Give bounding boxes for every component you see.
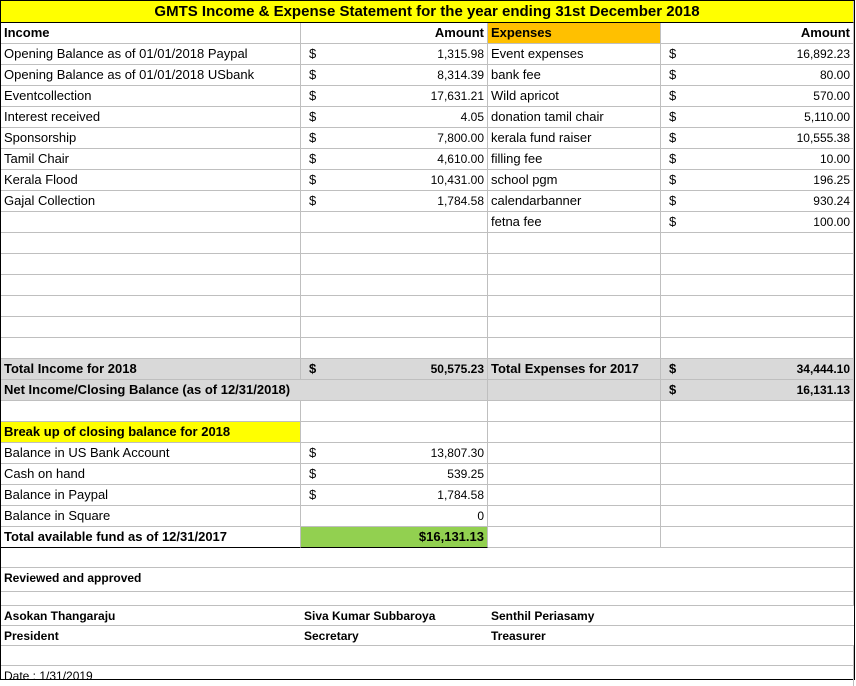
income-amount-cell [301,212,488,233]
income-amount: 4.05 [460,110,484,124]
blank-cell [661,527,854,548]
expense-amount-cell [661,233,854,254]
currency-sign: $ [669,109,677,124]
total-income-amount-value: 50,575.23 [430,362,484,376]
expense-label-cell: Wild apricot [488,86,661,107]
income-label-cell [1,212,301,233]
expense-amount: 196.25 [813,173,850,187]
currency-sign: $ [309,193,317,208]
currency-sign: $ [309,487,317,502]
expense-amount-cell [661,317,854,338]
expense-label-cell [488,254,661,275]
total-income-label: Total Income for 2018 [1,359,301,380]
expense-amount-cell [661,338,854,359]
income-label-cell: Opening Balance as of 01/01/2018 USbank [1,65,301,86]
income-amount: 8,314.39 [437,68,484,82]
expense-label-cell: calendarbanner [488,191,661,212]
currency-sign: $ [309,445,317,460]
blank-cell [661,443,854,464]
currency-sign: $ [669,67,677,82]
expense-amount-cell [661,149,854,170]
income-label-cell: Sponsorship [1,128,301,149]
expense-amount: 16,892.23 [796,47,850,61]
breakup-label: Balance in Square [1,506,301,527]
blank-cell [661,401,854,422]
currency-sign: $ [309,466,317,481]
total-income-amount [301,359,488,380]
blank-cell [488,506,661,527]
expense-label-cell: filling fee [488,149,661,170]
expense-amount-cell [661,65,854,86]
currency-sign: $ [309,46,317,61]
net-income-label: Net Income/Closing Balance (as of 12/31/2018) [1,380,488,401]
income-amount-cell [301,149,488,170]
income-amount: 1,784.58 [437,194,484,208]
amount2-header: Amount [661,23,854,44]
total-expenses-label: Total Expenses for 2017 [488,359,661,380]
income-amount-cell [301,65,488,86]
expense-amount-cell [661,107,854,128]
breakup-label: Balance in US Bank Account [1,443,301,464]
currency-sign: $ [309,109,317,124]
income-label-cell [1,233,301,254]
currency-sign: $ [309,172,317,187]
income-label-cell [1,317,301,338]
currency-sign: $ [669,382,677,397]
total-expenses-amount-value: 34,444.10 [796,362,850,376]
income-label-cell: Gajal Collection [1,191,301,212]
expense-amount-cell [661,191,854,212]
net-income-amount-value: 16,131.13 [796,383,850,397]
breakup-heading: Break up of closing balance for 2018 [1,422,301,443]
currency-sign: $ [669,193,677,208]
income-amount: 7,800.00 [437,131,484,145]
blank-cell [661,422,854,443]
income-amount: 10,431.00 [430,173,484,187]
total-available-amount: $16,131.13 [301,527,488,548]
income-header: Income [1,23,301,44]
income-amount-cell [301,86,488,107]
breakup-amount-value: 13,807.30 [430,446,484,460]
income-label-cell [1,338,301,359]
signer-name: Senthil Periasamy [488,606,854,626]
currency-sign: $ [309,67,317,82]
expense-label-cell: school pgm [488,170,661,191]
signer-name: Siva Kumar Subbaroya [301,606,488,626]
blank-row [1,646,854,666]
expense-label-cell: donation tamil chair [488,107,661,128]
blank-cell [488,527,661,548]
net-income-amount [661,380,854,401]
income-amount-cell [301,128,488,149]
income-amount-cell [301,338,488,359]
currency-sign: $ [669,46,677,61]
breakup-amount-value: 539.25 [447,467,484,481]
income-amount: 1,315.98 [437,47,484,61]
currency-sign: $ [669,361,677,376]
expense-label-cell [488,317,661,338]
expense-amount: 80.00 [819,68,850,82]
blank-row [1,592,854,606]
blank-cell [488,443,661,464]
blank-cell [301,401,488,422]
blank-cell [661,464,854,485]
expense-label-cell: Event expenses [488,44,661,65]
income-label-cell [1,275,301,296]
signer-name: Asokan Thangaraju [1,606,301,626]
income-label-cell: Interest received [1,107,301,128]
expense-label-cell [488,338,661,359]
currency-sign: $ [669,88,677,103]
blank-cell [301,422,488,443]
breakup-amount-value: 0 [477,509,484,523]
expense-amount: 10.00 [819,152,850,166]
expense-amount: 100.00 [813,215,850,229]
income-amount-cell [301,275,488,296]
net-blank [488,380,661,401]
income-amount: 17,631.21 [430,89,484,103]
signer-role: Secretary [301,626,488,646]
total-expenses-amount [661,359,854,380]
breakup-amount [301,464,488,485]
income-amount: 4,610.00 [437,152,484,166]
expense-label-cell: fetna fee [488,212,661,233]
expense-label-cell: kerala fund raiser [488,128,661,149]
expense-label-cell [488,296,661,317]
expense-amount-cell [661,128,854,149]
currency-sign: $ [309,88,317,103]
currency-sign: $ [669,130,677,145]
income-amount-cell [301,44,488,65]
blank-cell [488,485,661,506]
income-label-cell [1,296,301,317]
expenses-header: Expenses [488,23,661,44]
expense-amount: 930.24 [813,194,850,208]
income-amount-cell [301,107,488,128]
expense-amount-cell [661,86,854,107]
breakup-amount-value: 1,784.58 [437,488,484,502]
breakup-amount [301,443,488,464]
reviewed-label: Reviewed and approved [1,568,854,592]
expense-amount-cell [661,44,854,65]
income-label-cell: Tamil Chair [1,149,301,170]
signer-role: Treasurer [488,626,854,646]
blank-row [1,548,854,568]
expense-label-cell [488,275,661,296]
statement-title: GMTS Income & Expense Statement for the year ending 31st December 2018 [1,1,854,23]
blank-cell [488,422,661,443]
income-amount-cell [301,233,488,254]
date-label: Date : 1/31/2019 [1,666,854,686]
blank-cell [488,464,661,485]
breakup-amount [301,485,488,506]
blank-cell [661,485,854,506]
currency-sign: $ [669,214,677,229]
breakup-amount [301,506,488,527]
income-amount-cell [301,296,488,317]
expense-amount: 5,110.00 [804,110,850,124]
income-amount-cell [301,191,488,212]
expense-label-cell [488,233,661,254]
expense-amount: 570.00 [813,89,850,103]
signer-role: President [1,626,301,646]
breakup-label: Balance in Paypal [1,485,301,506]
blank-cell [488,401,661,422]
blank-cell [661,506,854,527]
income-label-cell [1,254,301,275]
income-amount-cell [301,170,488,191]
currency-sign: $ [309,361,317,376]
expense-amount-cell [661,170,854,191]
expense-amount: 10,555.38 [796,131,850,145]
currency-sign: $ [669,151,677,166]
expense-amount-cell [661,212,854,233]
income-label-cell: Eventcollection [1,86,301,107]
income-label-cell: Opening Balance as of 01/01/2018 Paypal [1,44,301,65]
currency-sign: $ [309,151,317,166]
currency-sign: $ [309,130,317,145]
expense-label-cell: bank fee [488,65,661,86]
currency-sign: $ [669,172,677,187]
total-available-label: Total available fund as of 12/31/2017 [1,527,301,548]
income-amount-cell [301,254,488,275]
expense-amount-cell [661,275,854,296]
breakup-label: Cash on hand [1,464,301,485]
blank-cell [1,401,301,422]
income-amount-cell [301,317,488,338]
income-label-cell: Kerala Flood [1,170,301,191]
expense-amount-cell [661,254,854,275]
amount-header: Amount [301,23,488,44]
expense-amount-cell [661,296,854,317]
